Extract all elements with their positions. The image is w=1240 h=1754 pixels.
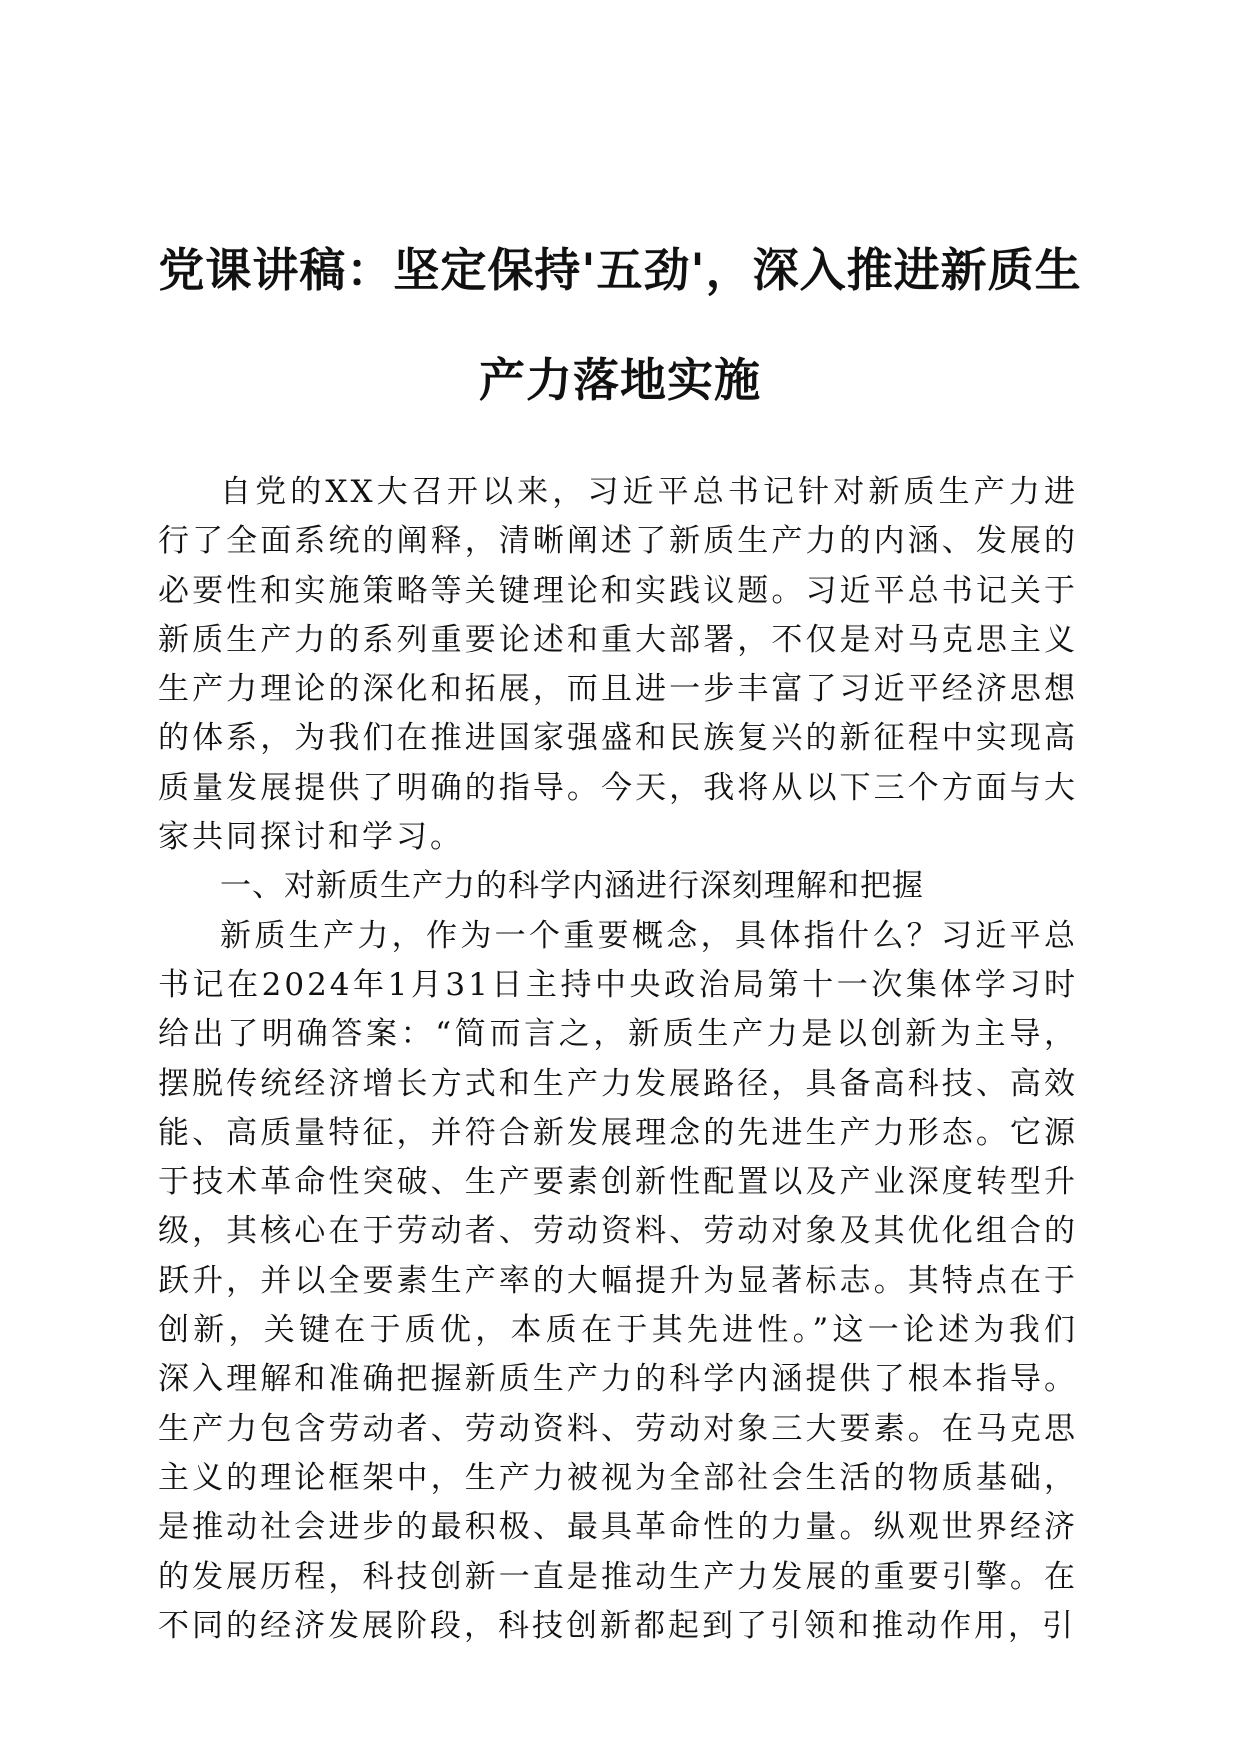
document-title (140, 215, 1100, 435)
title-line-1: 党课讲稿：坚定保持'五劲'，深入推进新质生 (158, 243, 1082, 297)
section-paragraph: 新质生产力，作为一个重要概念，具体指什么？习近平总书记在2024年1月31日主持中央政治局第十一次集体学习时给出了明确答案：“简而言之，新质生产力是以创新为主导，摆脱传统经济增长方式和生产力发展路径，具备高科技、高效能、高质量特征，并符合新发展理念的先进生产力形态。它源于技术革命性突破、生产要素创新性配置以及产业深度转型升级，其核心在于劳动者、劳动资料、劳动对象及其优化组合的跃升，并以全要素生产率的大幅提升为显著标志。其特点在于创新，关键在于质优，本质在于其先进性。”这一论述为我们深入理解和准确把握新质生产力的科学内涵提供了根本指导。生产力包含劳动者、劳动资料、劳动对象三大要素。在马克思主义的理论框架中，生产力被视为全部社会生活的物质基础，是推动社会进步的最积极、最具革命性的力量。纵观世界经济的发展历程，科技创新一直是推动生产力发展的重要引擎。在不同的经济发展阶段，科技创新都起到了引领和推动作用，引 (158, 917, 1078, 1644)
section-heading: 一、对新质生产力的科学内涵进行深刻理解和把握 (220, 868, 924, 905)
document-body (158, 468, 1078, 1651)
intro-paragraph: 自党的XX大召开以来，习近平总书记针对新质生产力进行了全面系统的阐释，清晰阐述了新质生产力的内涵、发展的必要性和实施策略等关键理论和实践议题。习近平总书记关于新质生产力的系列重要论述和重大部署，不仅是对马克思主义生产力理论的深化和拓展，而且进一步丰富了习近平经济思想的体系，为我们在推进国家强盛和民族复兴的新征程中实现高质量发展提供了明确的指导。今天，我将从以下三个方面与大家共同探讨和学习。 (158, 474, 1078, 856)
title-line-2: 产力落地实施 (479, 353, 761, 407)
